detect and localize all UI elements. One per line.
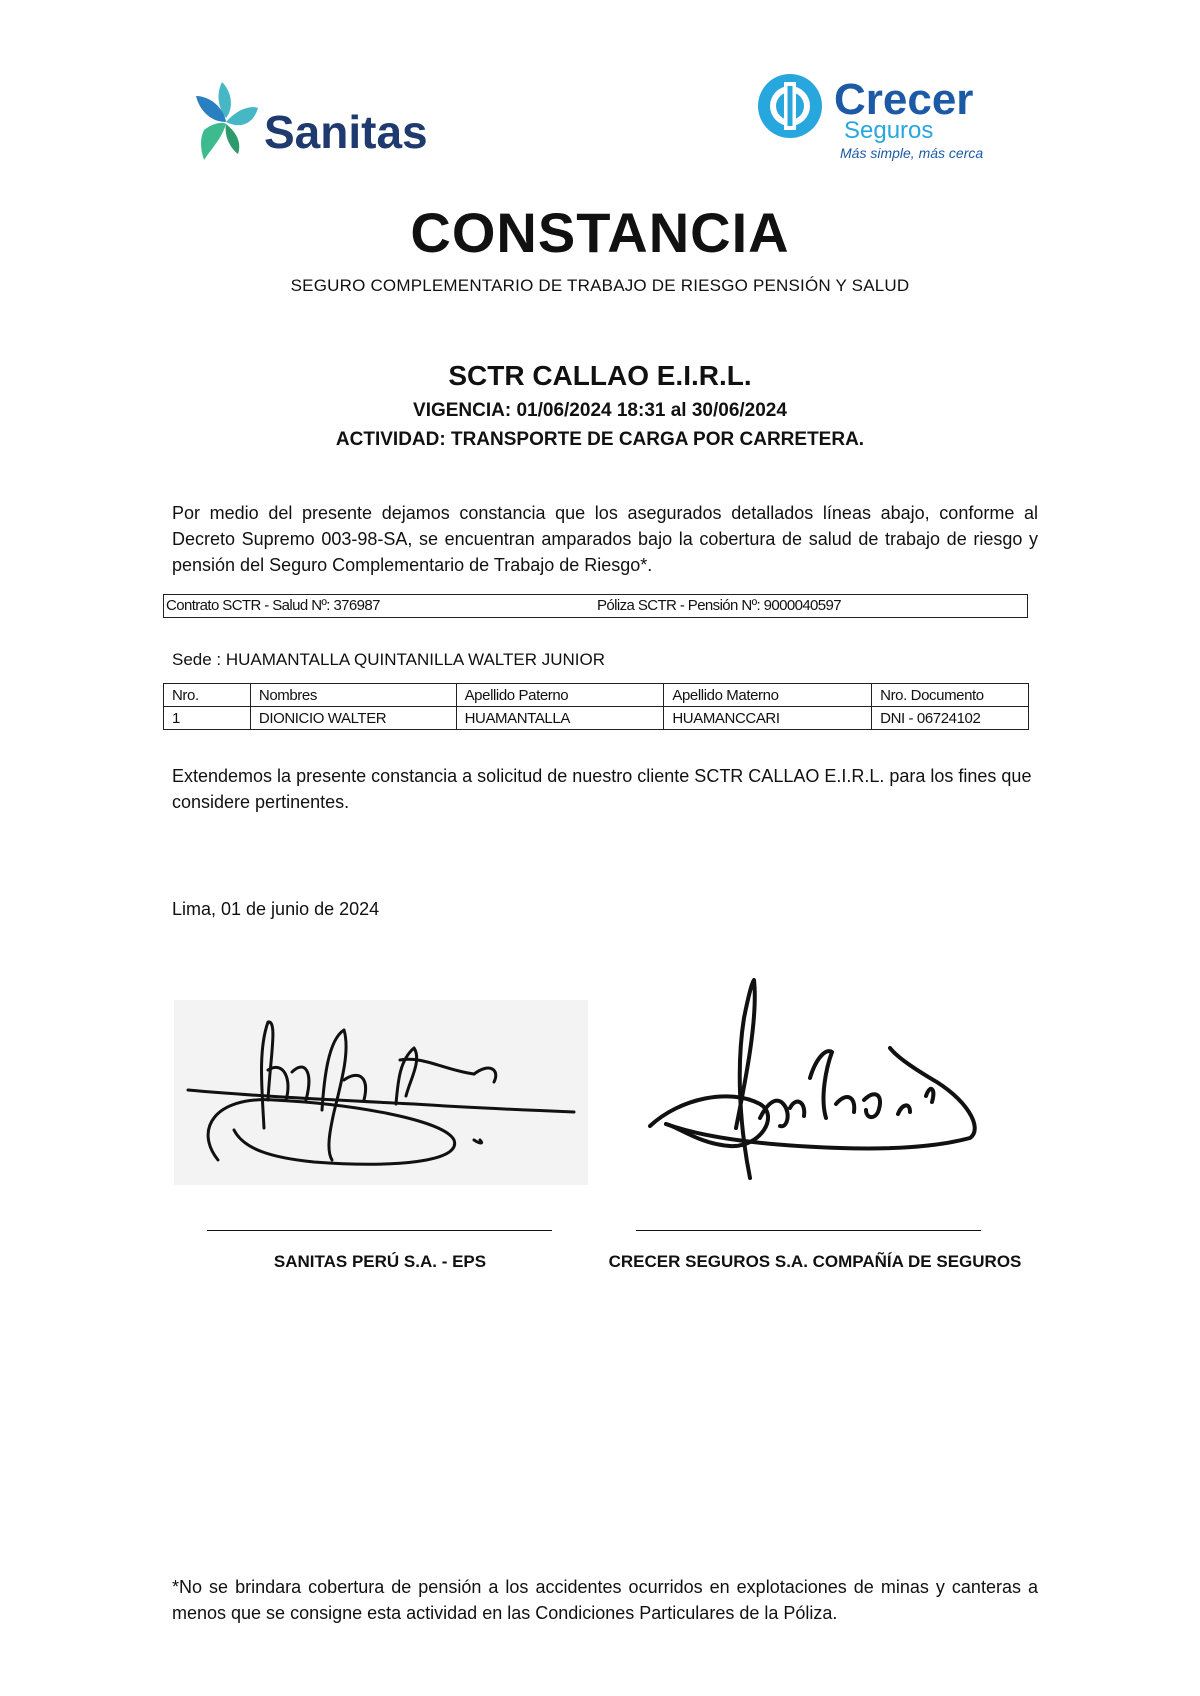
signature-line-right [636,1230,981,1231]
contract-salud-number: Contrato SCTR - Salud Nº: 376987 [166,597,380,614]
table-header-row [164,684,1029,707]
document-subtitle: SEGURO COMPLEMENTARIO DE TRABAJO DE RIESGO PENSIÓN Y SALUD [290,276,910,295]
poliza-pension-number: Póliza SCTR - Pensión Nº: 9000040597 [597,597,842,614]
signature-line-left [207,1230,552,1231]
sanitas-signature-image [174,1000,588,1185]
crecer-signature-image [640,978,1000,1198]
cell-nro: 1 [164,707,251,730]
header-apellido-materno: Apellido Materno [664,684,872,707]
signatory-crecer: CRECER SEGUROS S.A. COMPAÑÍA DE SEGUROS [608,1252,1022,1271]
actividad-line: ACTIVIDAD: TRANSPORTE DE CARGA POR CARRETERA. [335,429,865,450]
intro-paragraph: Por medio del presente dejamos constancia que los asegurados detallados líneas abajo, conforme al Decreto Supremo 003-98-SA, se encuentran amparados bajo la cobertura de salud de trabajo de riesgo y pensión del Seguro Complementario de Trabajo de Riesgo*. [172,503,1038,575]
signatory-sanitas: SANITAS PERÚ S.A. - EPS [273,1252,487,1271]
sanitas-logo [192,78,452,168]
table-row [164,707,1029,730]
cell-nombres: DIONICIO WALTER [250,707,456,730]
crecer-logo-name: Crecer [834,75,974,124]
insured-table [163,683,1029,730]
header-nro-documento: Nro. Documento [872,684,1029,707]
sanitas-logo-text: Sanitas [264,106,428,158]
header-apellido-paterno: Apellido Paterno [456,684,664,707]
company-name: SCTR CALLAO E.I.R.L. [448,360,752,391]
footnote: *No se brindara cobertura de pensión a los accidentes ocurridos en explotaciones de minas y canteras a menos que se consigne esta actividad en las Condiciones Particulares de la Póliza. [172,1577,1038,1623]
crecer-seguros-logo [752,74,1042,164]
header-nombres: Nombres [250,684,456,707]
cell-nro-documento: DNI - 06724102 [872,707,1029,730]
sede-line: Sede : HUAMANTALLA QUINTANILLA WALTER JUNIOR [172,650,605,669]
contract-box [163,594,1028,618]
header-nro: Nro. [164,684,251,707]
crecer-logo-sub: Seguros [844,117,934,144]
cell-apellido-paterno: HUAMANTALLA [456,707,664,730]
crecer-logo-tagline: Más simple, más cerca [840,145,984,161]
closing-paragraph: Extendemos la presente constancia a solicitud de nuestro cliente SCTR CALLAO E.I.R.L. para los fines que considere pertinentes. [172,766,1032,812]
vigencia-line: VIGENCIA: 01/06/2024 18:31 al 30/06/2024 [413,400,787,421]
document-title: CONSTANCIA [410,201,790,264]
cell-apellido-materno: HUAMANCCARI [664,707,872,730]
place-date: Lima, 01 de junio de 2024 [172,899,380,919]
